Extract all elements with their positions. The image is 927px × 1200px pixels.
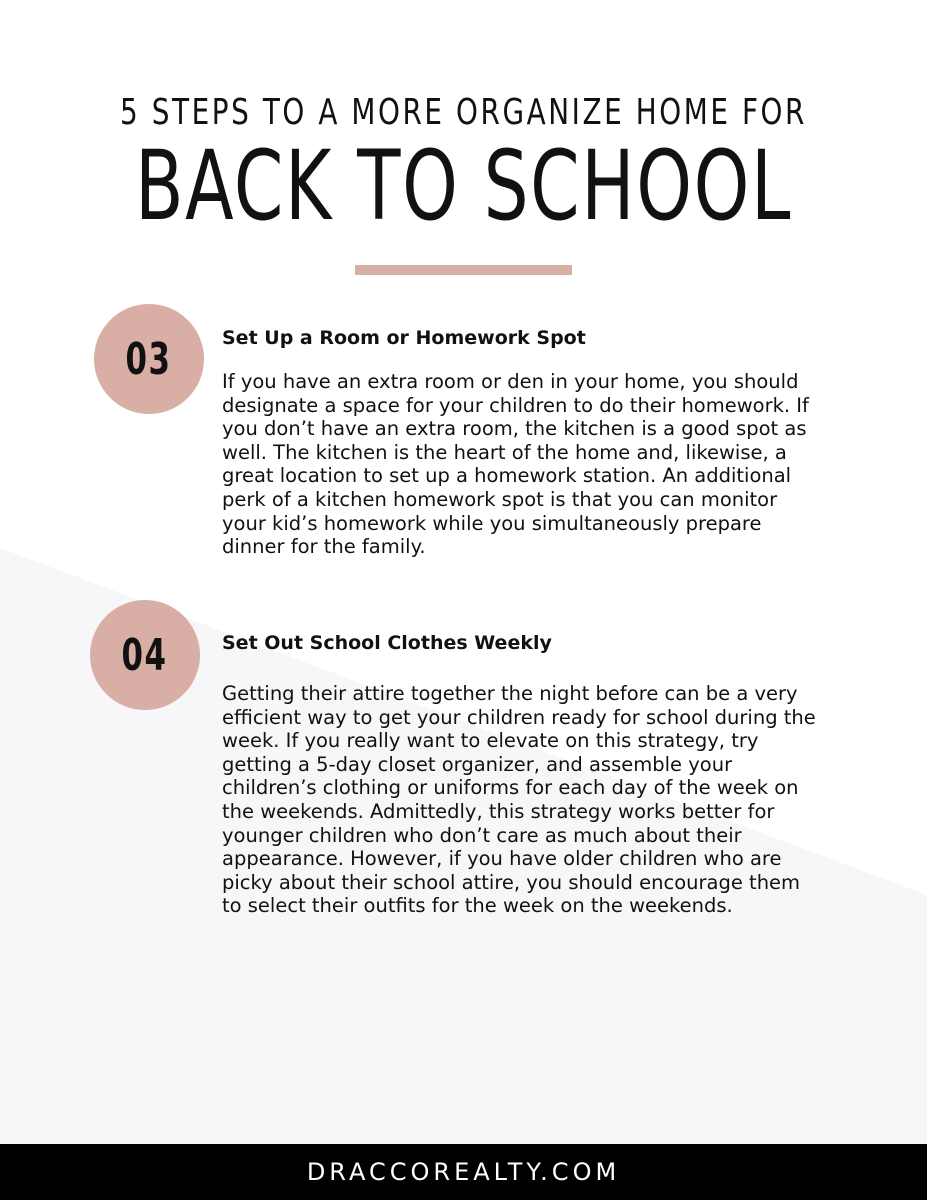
page-title: BACK TO SCHOOL <box>134 130 793 242</box>
title-divider <box>355 265 572 275</box>
step-3-body: If you have an extra room or den in your home, you should designate a space for your children to do their homework. If you don’t have an extra room, the kitchen is a good spot as well. The kitchen is the heart of the home and, likewise, a great location to set up a homework station. An additional perk of a kitchen homework spot is that you can monitor your kid’s homework while you simultaneously prepare dinner for the family. <box>222 370 809 559</box>
footer-bar <box>0 1144 927 1200</box>
step-3-heading: Set Up a Room or Homework Spot <box>222 327 586 349</box>
page-subtitle: 5 STEPS TO A MORE ORGANIZE HOME FOR <box>119 92 807 133</box>
footer-website: DRACCOREALTY.COM <box>306 1158 621 1186</box>
step-3-number-badge <box>94 304 204 414</box>
step-4-body: Getting their attire together the night before can be a very efficient way to get your children ready for school during the week. If you really want to elevate on this strategy, try getting a 5-day closet organizer, and assemble your children’s clothing or uniforms for each day of the week on the weekends. Admittedly, this strategy works better for younger children who don’t care as much about their appearance. However, if you have older children who are picky about their school attire, you should encourage them to select their outfits for the week on the weekends. <box>222 682 816 918</box>
step-3-number: 03 <box>125 333 173 385</box>
step-4-number-badge <box>90 600 200 710</box>
step-4-heading: Set Out School Clothes Weekly <box>222 632 552 654</box>
step-4-number: 04 <box>121 629 169 681</box>
